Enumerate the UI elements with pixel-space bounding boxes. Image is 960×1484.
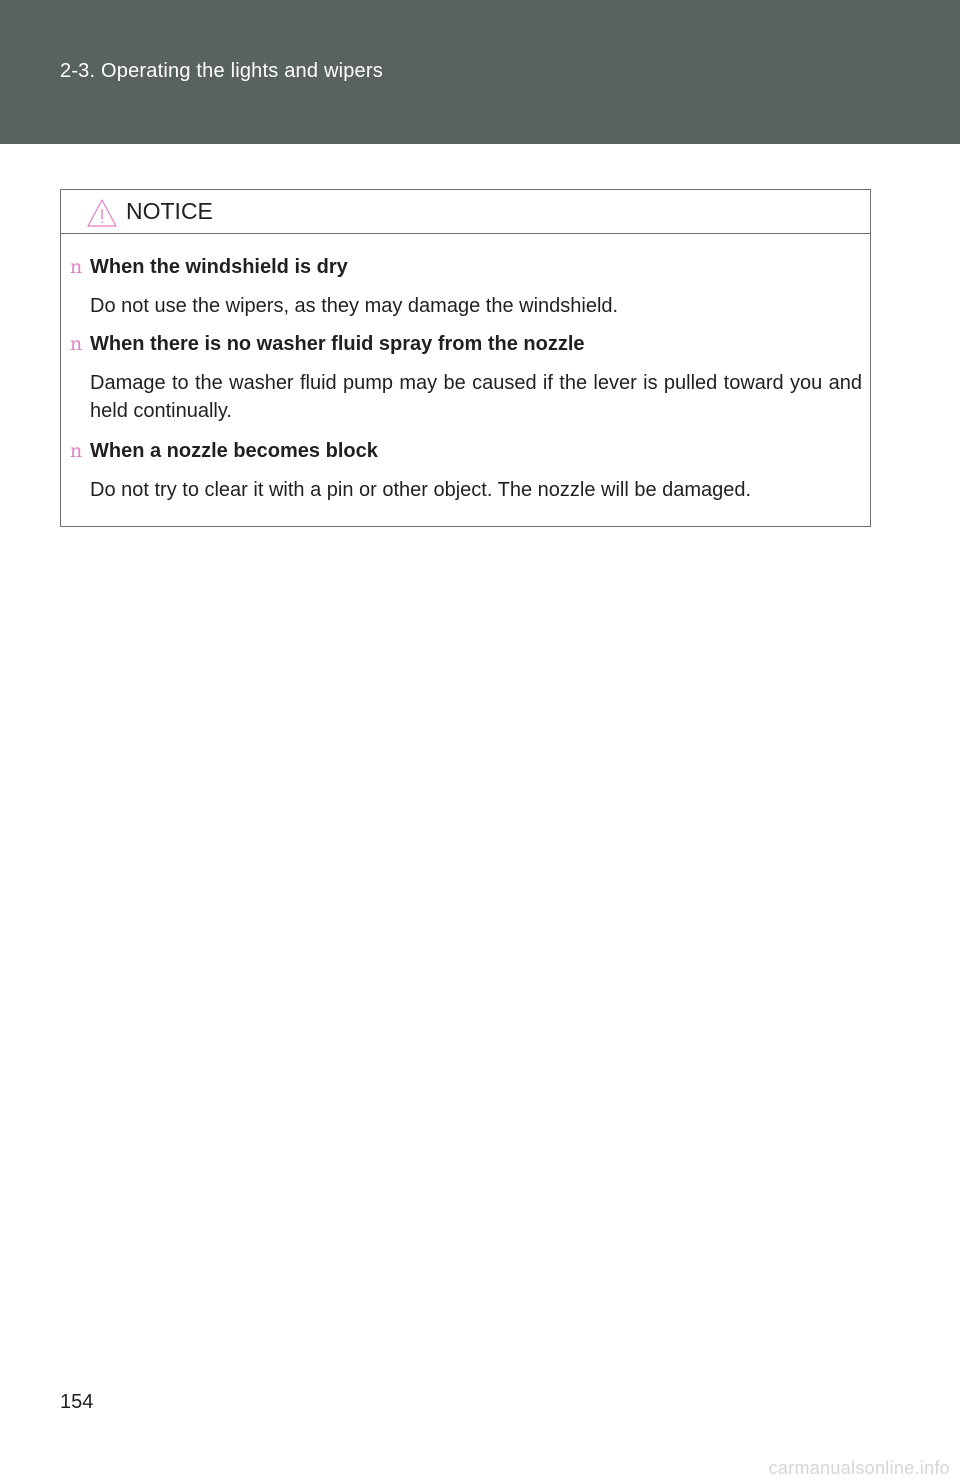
notice-header — [61, 190, 870, 234]
bullet-icon: n — [70, 333, 83, 355]
item-heading: When the windshield is dry — [90, 256, 348, 278]
notice-title: NOTICE — [126, 198, 213, 224]
item-body: Do not use the wipers, as they may damage the windshield. — [90, 295, 619, 317]
warning-triangle-icon — [86, 198, 118, 228]
bullet-icon: n — [70, 440, 83, 462]
page-number: 154 — [60, 1391, 94, 1413]
item-body: Do not try to clear it with a pin or other object. The nozzle will be damaged. — [90, 479, 752, 501]
header-bar — [0, 0, 960, 144]
notice-box — [60, 189, 871, 527]
section-title: 2-3. Operating the lights and wipers — [60, 60, 383, 82]
item-heading: When there is no washer fluid spray from the nozzle — [90, 333, 585, 355]
item-body: Damage to the washer fluid pump may be caused if the lever is pulled toward you and held continually. — [90, 372, 862, 422]
item-heading: When a nozzle becomes block — [90, 440, 378, 462]
bullet-icon: n — [70, 256, 83, 278]
watermark: carmanualsonline.info — [768, 1458, 950, 1478]
